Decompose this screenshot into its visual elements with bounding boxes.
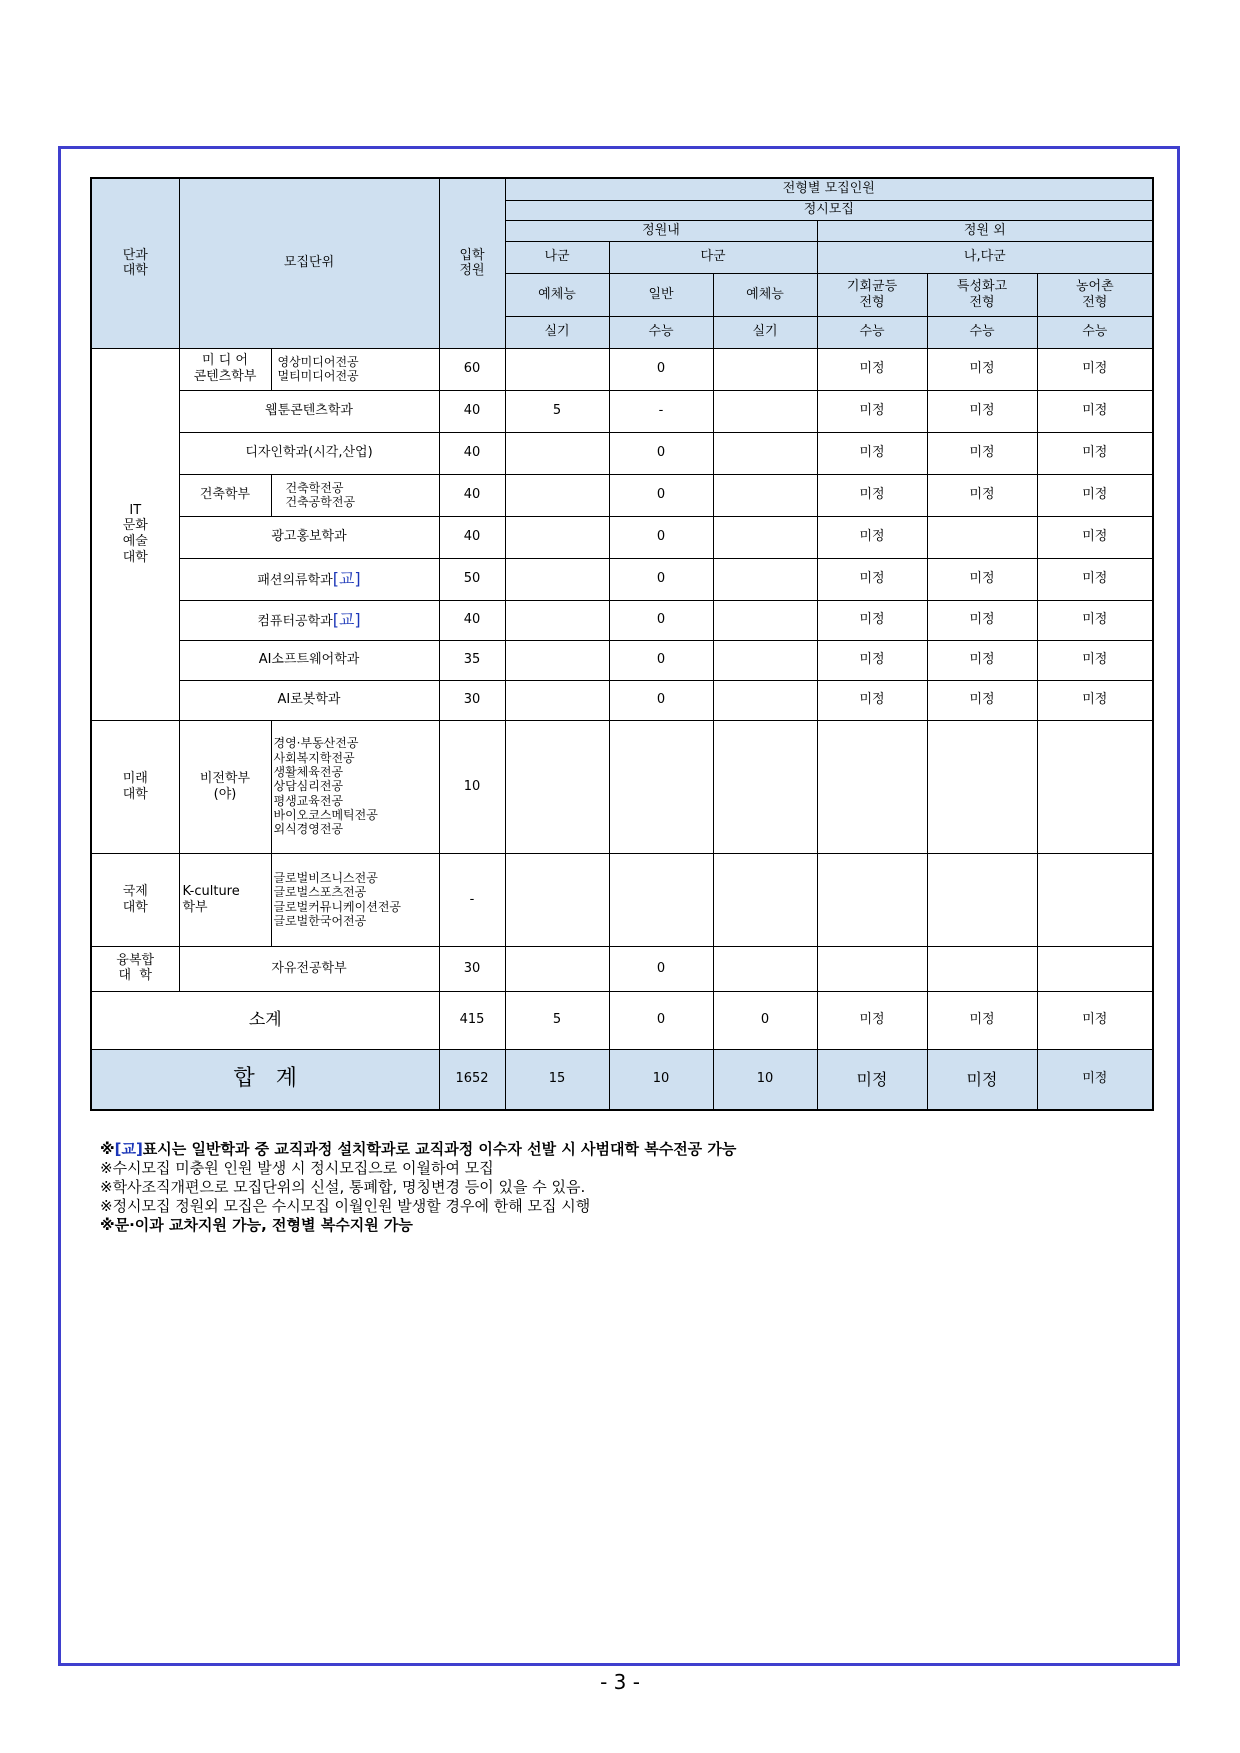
college-it: IT 문화 예술 대학: [91, 348, 179, 720]
header-practical: 실기: [713, 316, 817, 348]
teaching-mark: [교]: [332, 569, 361, 589]
quota-cell: 40: [439, 432, 505, 474]
quota-cell: 30: [439, 680, 505, 720]
special-hs-cell: 미정: [927, 680, 1037, 720]
equal-opp-cell: 미정: [817, 640, 927, 680]
da-general-cell: 0: [609, 348, 713, 390]
na-arts-cell: [505, 680, 609, 720]
header-regular: 정시모집: [505, 200, 1153, 220]
quota-cell: 10: [439, 720, 505, 853]
table-row: [91, 432, 1153, 474]
college-future: 미래 대학: [91, 720, 179, 853]
unit-name: 비전학부 (야): [179, 720, 271, 853]
header-general: 일반: [609, 273, 713, 316]
unit-majors: 경영·부동산전공 사회복지학전공 생활체육전공 상담심리전공 평생교육전공 바이오코스메틱전공 외식경영전공: [271, 720, 439, 853]
footnote-3: ※학사조직개편으로 모집단위의 신설, 통폐합, 명칭변경 등이 있을 수 있음.: [100, 1178, 586, 1196]
rural-cell: 미정: [1037, 348, 1153, 390]
da-general-cell: 0: [609, 432, 713, 474]
rural-cell: 미정: [1037, 474, 1153, 516]
na-arts-cell: 5: [505, 390, 609, 432]
quota-cell: 40: [439, 474, 505, 516]
header-by-type: 전형별 모집인원: [505, 178, 1153, 200]
da-arts-cell: [713, 600, 817, 640]
da-arts-cell: [713, 640, 817, 680]
da-general-cell: 0: [609, 558, 713, 600]
na-arts-cell: [505, 558, 609, 600]
quota-cell: -: [439, 853, 505, 946]
equal-opp-cell: [817, 853, 927, 946]
da-general-cell: -: [609, 390, 713, 432]
rural-cell: 미정: [1037, 432, 1153, 474]
unit-name: K-culture 학부: [179, 853, 271, 946]
equal-opp-cell: 미정: [817, 348, 927, 390]
equal-opp-cell: 미정: [817, 474, 927, 516]
da-arts-cell: [713, 558, 817, 600]
quota-cell: 40: [439, 390, 505, 432]
college-convergence: 융복합 대 학: [91, 946, 179, 991]
equal-opp-cell: [817, 946, 927, 991]
unit-name: 패션의류학과[교]: [179, 558, 439, 600]
special-hs-cell: 미정: [927, 600, 1037, 640]
footnote-4: ※정시모집 정원외 모집은 수시모집 이월인원 발생할 경우에 한해 모집 시행: [100, 1197, 591, 1215]
rural-cell: 미정: [1037, 558, 1153, 600]
unit-majors: 글로벌비즈니스전공 글로벌스포츠전공 글로벌커뮤니케이션전공 글로벌한국어전공: [271, 853, 439, 946]
quota-cell: 40: [439, 600, 505, 640]
da-arts-cell: [713, 680, 817, 720]
unit-name: 광고홍보학과: [179, 516, 439, 558]
na-arts-cell: [505, 516, 609, 558]
table-row: [91, 516, 1153, 558]
da-arts-cell: [713, 720, 817, 853]
unit-name: 웹툰콘텐츠학과: [179, 390, 439, 432]
da-general-cell: [609, 853, 713, 946]
rural-cell: [1037, 853, 1153, 946]
unit-name: 자유전공학부: [179, 946, 439, 991]
header-na-gun: 나군: [505, 241, 609, 273]
da-arts-cell: [713, 474, 817, 516]
special-hs-cell: 미정: [927, 348, 1037, 390]
na-arts-cell: [505, 640, 609, 680]
header-arts-sports: 예체능: [505, 273, 609, 316]
da-arts-cell: 0: [713, 991, 817, 1049]
na-arts-cell: 5: [505, 991, 609, 1049]
footnote-1: ※[교]표시는 일반학과 중 교직과정 설치학과로 교직과정 이수자 선발 시 사범대학 복수전공 가능: [100, 1140, 737, 1158]
unit-name: 컴퓨터공학과[교]: [179, 600, 439, 640]
special-hs-cell: [927, 516, 1037, 558]
unit-name: 디자인학과(시각,산업): [179, 432, 439, 474]
na-arts-cell: 15: [505, 1049, 609, 1110]
da-arts-cell: [713, 516, 817, 558]
special-hs-cell: [927, 946, 1037, 991]
special-hs-cell: [927, 853, 1037, 946]
header-unit: 모집단위: [179, 178, 439, 348]
equal-opp-cell: 미정: [817, 432, 927, 474]
unit-majors: 건축학전공 건축공학전공: [271, 474, 439, 516]
special-hs-cell: 미정: [927, 432, 1037, 474]
header-quota: 입학 정원: [439, 178, 505, 348]
table-row: [91, 390, 1153, 432]
na-arts-cell: [505, 348, 609, 390]
table-row: [91, 474, 1153, 516]
header-nada-gun: 나,다군: [817, 241, 1153, 273]
header-special-hs: 특성화고 전형: [927, 273, 1037, 316]
equal-opp-cell: 미정: [817, 516, 927, 558]
rural-cell: [1037, 946, 1153, 991]
da-general-cell: 0: [609, 991, 713, 1049]
da-general-cell: 0: [609, 946, 713, 991]
header-csat: 수능: [817, 316, 927, 348]
header-csat: 수능: [927, 316, 1037, 348]
unit-name: AI소프트웨어학과: [179, 640, 439, 680]
equal-opp-cell: 미정: [817, 680, 927, 720]
header-da-gun: 다군: [609, 241, 817, 273]
unit-name: AI로봇학과: [179, 680, 439, 720]
header-csat: 수능: [1037, 316, 1153, 348]
equal-opp-cell: 미정: [817, 600, 927, 640]
rural-cell: 미정: [1037, 1049, 1153, 1110]
recruitment-table: [90, 177, 1154, 1111]
table-row: [91, 680, 1153, 720]
quota-cell: 35: [439, 640, 505, 680]
rural-cell: 미정: [1037, 600, 1153, 640]
unit-majors: 영상미디어전공 멀티미디어전공: [271, 348, 439, 390]
equal-opp-cell: 미정: [817, 390, 927, 432]
rural-cell: 미정: [1037, 516, 1153, 558]
table-row: [91, 640, 1153, 680]
header-rural: 농어촌 전형: [1037, 273, 1153, 316]
subtotal-label: 소계: [91, 991, 439, 1049]
rural-cell: 미정: [1037, 390, 1153, 432]
da-arts-cell: 10: [713, 1049, 817, 1110]
subtotal-row: [91, 991, 1153, 1049]
special-hs-cell: 미정: [927, 1049, 1037, 1110]
da-general-cell: 0: [609, 680, 713, 720]
rural-cell: 미정: [1037, 640, 1153, 680]
na-arts-cell: [505, 432, 609, 474]
special-hs-cell: 미정: [927, 474, 1037, 516]
total-label: 합 계: [91, 1049, 439, 1110]
equal-opp-cell: 미정: [817, 1049, 927, 1110]
table-row: [91, 853, 1153, 946]
unit-name: 건축학부: [179, 474, 271, 516]
rural-cell: 미정: [1037, 680, 1153, 720]
rural-cell: 미정: [1037, 991, 1153, 1049]
na-arts-cell: [505, 946, 609, 991]
teaching-mark: [교]: [114, 1140, 143, 1158]
da-general-cell: 0: [609, 640, 713, 680]
table-row: [91, 720, 1153, 853]
header-practical: 실기: [505, 316, 609, 348]
special-hs-cell: 미정: [927, 991, 1037, 1049]
header-equal-opp: 기회균등 전형: [817, 273, 927, 316]
special-hs-cell: 미정: [927, 558, 1037, 600]
na-arts-cell: [505, 853, 609, 946]
college-intl: 국제 대학: [91, 853, 179, 946]
da-arts-cell: [713, 432, 817, 474]
table-row: [91, 600, 1153, 640]
da-general-cell: 0: [609, 600, 713, 640]
header-college: 단과 대학: [91, 178, 179, 348]
na-arts-cell: [505, 600, 609, 640]
unit-name: 미 디 어 콘텐츠학부: [179, 348, 271, 390]
da-general-cell: 10: [609, 1049, 713, 1110]
teaching-mark: [교]: [332, 610, 361, 630]
da-arts-cell: [713, 390, 817, 432]
equal-opp-cell: [817, 720, 927, 853]
table-row: [91, 946, 1153, 991]
quota-cell: 1652: [439, 1049, 505, 1110]
footnote-2: ※수시모집 미충원 인원 발생 시 정시모집으로 이월하여 모집: [100, 1159, 494, 1177]
quota-cell: 40: [439, 516, 505, 558]
quota-cell: 50: [439, 558, 505, 600]
equal-opp-cell: 미정: [817, 991, 927, 1049]
header-csat: 수능: [609, 316, 713, 348]
da-arts-cell: [713, 348, 817, 390]
total-row: [91, 1049, 1153, 1110]
table-row: [91, 558, 1153, 600]
special-hs-cell: 미정: [927, 390, 1037, 432]
na-arts-cell: [505, 474, 609, 516]
quota-cell: 60: [439, 348, 505, 390]
rural-cell: [1037, 720, 1153, 853]
header-outside: 정원 외: [817, 220, 1153, 241]
footnote-5: ※문·이과 교차지원 가능, 전형별 복수지원 가능: [100, 1216, 413, 1234]
da-general-cell: [609, 720, 713, 853]
da-general-cell: 0: [609, 516, 713, 558]
na-arts-cell: [505, 720, 609, 853]
da-general-cell: 0: [609, 474, 713, 516]
page-number: - 3 -: [600, 1670, 640, 1694]
da-arts-cell: [713, 946, 817, 991]
header-arts-sports: 예체능: [713, 273, 817, 316]
header-inside: 정원내: [505, 220, 817, 241]
quota-cell: 415: [439, 991, 505, 1049]
da-arts-cell: [713, 853, 817, 946]
footnotes: [100, 1140, 1150, 1235]
special-hs-cell: 미정: [927, 640, 1037, 680]
table-row: [91, 348, 1153, 390]
equal-opp-cell: 미정: [817, 558, 927, 600]
quota-cell: 30: [439, 946, 505, 991]
special-hs-cell: [927, 720, 1037, 853]
